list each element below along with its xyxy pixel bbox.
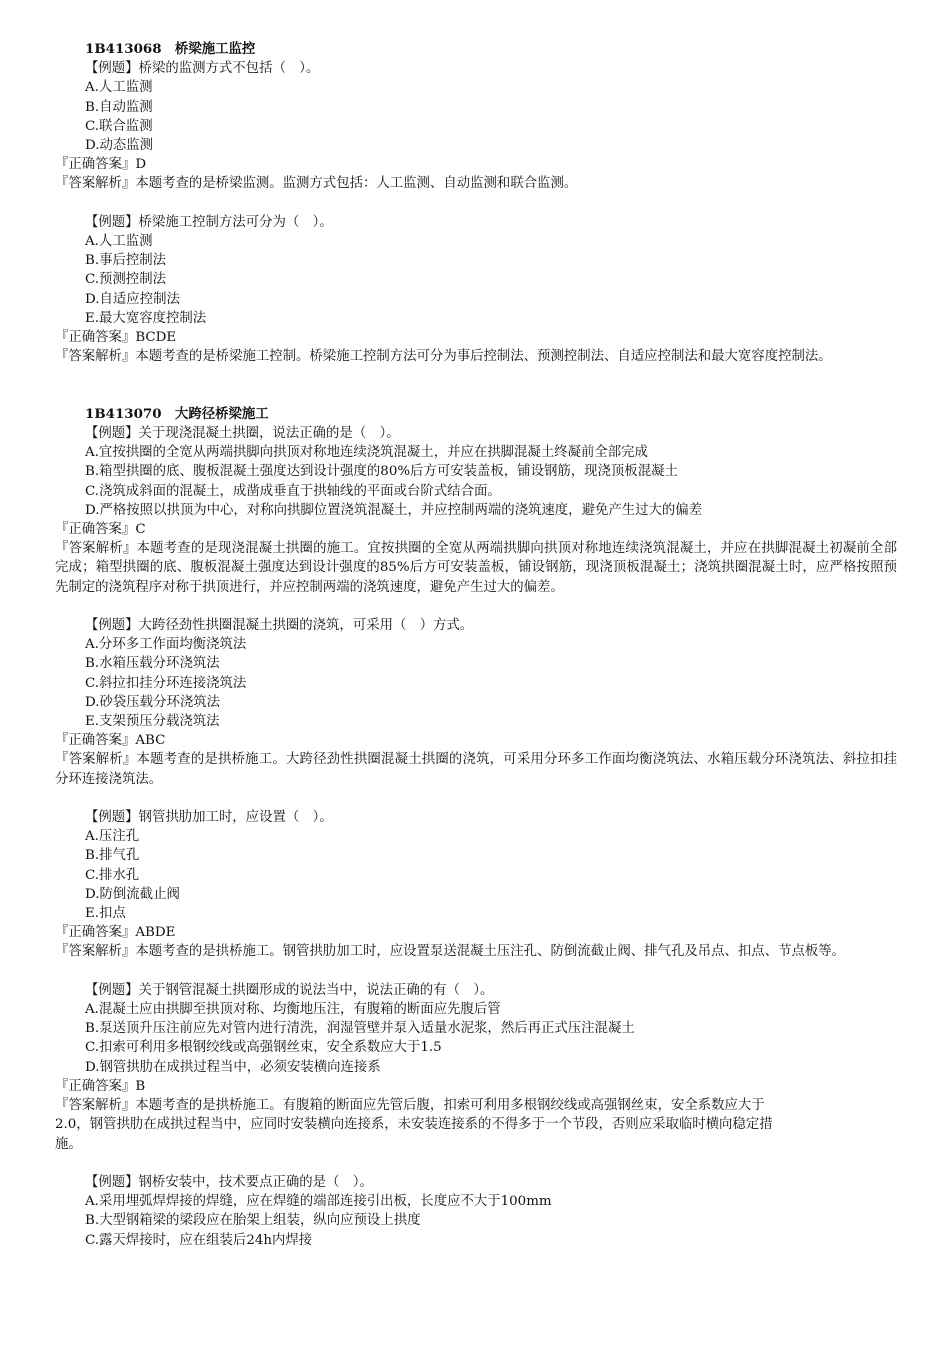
correct-answer: 『正确答案』B	[55, 1078, 146, 1094]
answer-option: A.人工监测	[85, 80, 153, 96]
answer-option: C.露天焊接时，应在组装后24h内焊接	[85, 1232, 313, 1248]
answer-option: A.混凝土应由拱脚至拱顶对称、均衡地压注，有腹箱的断面应先腹后管	[85, 1002, 501, 1018]
correct-answer: 『正确答案』C	[55, 522, 146, 538]
answer-option: B.自动监测	[85, 99, 153, 115]
answer-option: A.分环多工作面均衡浇筑法	[85, 637, 247, 653]
answer-explanation: 『答案解析』本题考查的是拱桥施工。钢管拱肋加工时，应设置泵送混凝土压注孔、防倒流截止阀、排气孔及吊点、扣点、节点板等。	[55, 944, 846, 960]
question-stem: 【例题】大跨径劲性拱圈混凝土拱圈的浇筑，可采用（ ）方式。	[85, 618, 474, 634]
answer-option: C.斜拉扣挂分环连接浇筑法	[85, 675, 247, 691]
spacer	[0, 366, 950, 404]
answer-option: C.预测控制法	[85, 272, 166, 288]
section-heading: 1B413070 大跨径桥梁施工	[85, 405, 269, 422]
answer-explanation: 『答案解析』本题考查的是拱桥施工。大跨径劲性拱圈混凝土拱圈的浇筑，可采用分环多工作面均衡浇筑法、水箱压载分环浇筑法、斜拉扣挂分环连接浇筑法。	[55, 752, 897, 787]
spacer	[0, 789, 950, 808]
spacer	[0, 1154, 950, 1173]
answer-option: D.自适应控制法	[85, 291, 180, 307]
answer-option: A.压注孔	[85, 829, 140, 845]
question-stem: 【例题】关于现浇混凝土拱圈，说法正确的是（ ）。	[85, 426, 400, 442]
question-stem: 【例题】钢桥安装中，技术要点正确的是（ ）。	[85, 1174, 373, 1190]
question-stem: 【例题】桥梁施工控制方法可分为（ ）。	[85, 214, 333, 230]
answer-option: A.人工监测	[85, 234, 153, 250]
answer-option: C.浇筑成斜面的混凝土，成凿成垂直于拱轴线的平面或台阶式结合面。	[85, 483, 501, 499]
answer-option: B.水箱压载分环浇筑法	[85, 656, 220, 672]
answer-option: C.扣索可利用多根钢绞线或高强钢丝束，安全系数应大于1.5	[85, 1040, 442, 1056]
answer-option: D.防倒流截止阀	[85, 886, 180, 902]
answer-option: D.砂袋压载分环浇筑法	[85, 694, 221, 710]
answer-option: E.扣点	[85, 906, 126, 922]
correct-answer: 『正确答案』ABDE	[55, 925, 176, 941]
spacer	[0, 597, 950, 616]
answer-option: B.泵送顶升压注前应先对管内进行清洗，润湿管壁并泵入适量水泥浆，然后再正式压注混凝土	[85, 1021, 635, 1037]
document-page	[0, 40, 950, 1250]
answer-explanation: 『答案解析』本题考查的是拱桥施工。有腹箱的断面应先管后腹，扣索可利用多根钢绞线或高强钢丝束，安全系数应大于	[55, 1098, 765, 1114]
spacer	[0, 962, 950, 981]
answer-option: B.排气孔	[85, 848, 140, 864]
answer-option: A.采用埋弧焊焊接的焊缝，应在焊缝的端部连接引出板，长度应不大于100mm	[85, 1194, 552, 1210]
correct-answer: 『正确答案』D	[55, 157, 147, 173]
spacer	[0, 194, 950, 213]
answer-explanation: 『答案解析』本题考查的是桥梁监测。监测方式包括：人工监测、自动监测和联合监测。	[55, 176, 578, 192]
answer-option: C.联合监测	[85, 118, 153, 134]
answer-option: D.动态监测	[85, 138, 154, 154]
answer-explanation: 『答案解析』本题考查的是桥梁施工控制。桥梁施工控制方法可分为事后控制法、预测控制法、自适应控制法和最大宽容度控制法。	[55, 349, 832, 365]
answer-option: A.宜按拱圈的全宽从两端拱脚向拱顶对称地连续浇筑混凝土，并应在拱脚混凝土终凝前全部完成	[85, 445, 648, 461]
answer-explanation: 『答案解析』本题考查的是现浇混凝土拱圈的施工。宜按拱圈的全宽从两端拱脚向拱顶对称地连续浇筑混凝土，并应在拱脚混凝土初凝前全部完成；箱型拱圈的底、腹板混凝土强度达到设计强度的85%后方可安装盖板，铺设钢筋，现浇顶板混凝土；浇筑拱圈混凝土时，应严格按照预先制定的浇筑程序对称于拱顶进行，并应控制两端的浇筑速度，避免产生过大的偏差。	[55, 541, 897, 595]
answer-option: D.严格按照以拱顶为中心，对称向拱脚位置浇筑混凝土，并应控制两端的浇筑速度，避免产生过大的偏差	[85, 502, 703, 518]
answer-explanation: 2.0，钢管拱肋在成拱过程当中，应同时安装横向连接系，未安装连接系的不得多于一个节段，否则应采取临时横向稳定措	[55, 1117, 773, 1133]
answer-option: E.最大宽容度控制法	[85, 310, 207, 326]
answer-option: C.排水孔	[85, 867, 140, 883]
question-stem: 【例题】钢管拱肋加工时，应设置（ ）。	[85, 810, 333, 826]
answer-option: E.支架预压分载浇筑法	[85, 714, 220, 730]
question-stem: 【例题】桥梁的监测方式不包括（ ）。	[85, 61, 320, 77]
answer-option: B.箱型拱圈的底、腹板混凝土强度达到设计强度的80%后方可安装盖板，铺设钢筋，现浇顶板混凝土	[85, 464, 678, 480]
answer-option: D.钢管拱肋在成拱过程当中，必须安装横向连接系	[85, 1059, 381, 1075]
answer-option: B.事后控制法	[85, 253, 167, 269]
question-stem: 【例题】关于钢管混凝土拱圈形成的说法当中，说法正确的有（ ）。	[85, 982, 494, 998]
correct-answer: 『正确答案』ABC	[55, 733, 166, 749]
section-heading: 1B413068 桥梁施工监控	[85, 41, 256, 57]
answer-option: B.大型钢箱梁的梁段应在胎架上组装，纵向应预设上拱度	[85, 1213, 421, 1229]
correct-answer: 『正确答案』BCDE	[55, 330, 177, 346]
answer-explanation: 施。	[55, 1136, 82, 1152]
